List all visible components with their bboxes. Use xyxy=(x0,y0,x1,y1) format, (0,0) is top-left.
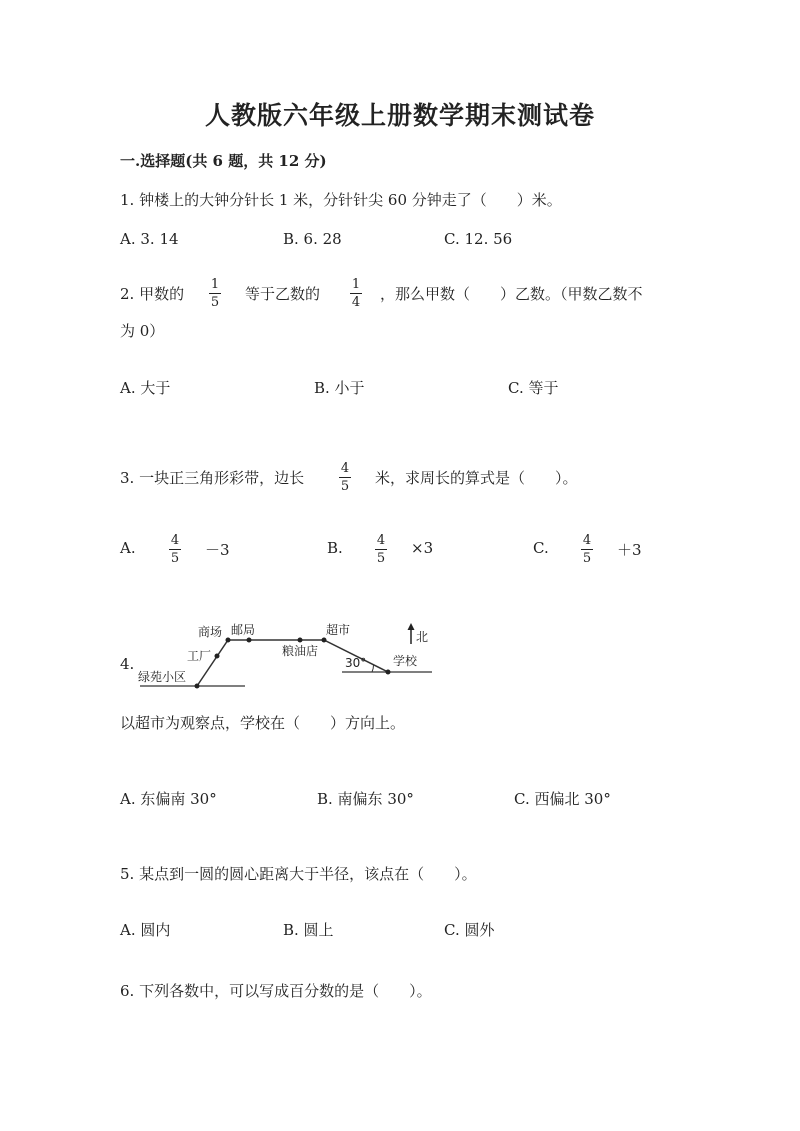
q1-option-a[interactable]: A. 3. 14 xyxy=(120,230,179,248)
q3-option-b-den: 5 xyxy=(376,551,386,566)
q3-fraction xyxy=(337,461,353,494)
label-north: 北 xyxy=(416,630,429,644)
q2-line2: 为 0） xyxy=(120,322,165,340)
page-title: 人教版六年级上册数学期末测试卷 xyxy=(204,101,595,130)
label-grain: 粮油店 xyxy=(282,644,319,658)
q4-option-a[interactable]: A. 东偏南 30° xyxy=(120,790,217,808)
point-community xyxy=(195,684,200,689)
q3-option-a-fraction xyxy=(167,533,183,566)
q2-fraction-1-den: 5 xyxy=(210,295,220,310)
q1-option-c[interactable]: C. 12. 56 xyxy=(444,230,513,248)
map-angle-arc xyxy=(372,665,374,672)
q3-option-b-op: ×3 xyxy=(411,539,434,557)
q2-fraction-1-num: 1 xyxy=(210,277,220,292)
q4-number: 4. xyxy=(120,655,135,673)
q3-option-c-fraction xyxy=(579,533,595,566)
q3-option-b-num: 4 xyxy=(376,533,386,548)
point-factory xyxy=(215,654,220,659)
q6-text: 6. 下列各数中，可以写成百分数的是（ ）。 xyxy=(120,982,432,1000)
label-mall: 商场 xyxy=(198,625,223,639)
q2-fraction-2-num: 1 xyxy=(351,277,361,292)
q2-prefix: 2. 甲数的 xyxy=(120,285,185,303)
label-post: 邮局 xyxy=(231,623,256,637)
q3-fraction-den: 5 xyxy=(340,479,350,494)
q3-option-b-fraction xyxy=(373,533,389,566)
q3-option-a-den: 5 xyxy=(170,551,180,566)
question-1-text: 1. 钟楼上的大钟分针长 1 米，分针针尖 60 分钟走了（ ）米。 xyxy=(120,191,562,209)
q3-option-b-label[interactable]: B. xyxy=(327,539,343,557)
q4-option-c[interactable]: C. 西偏北 30° xyxy=(514,790,611,808)
q2-middle: 等于乙数的 xyxy=(245,285,321,303)
label-factory: 工厂 xyxy=(187,649,212,663)
direction-map xyxy=(130,615,440,695)
q5-option-c[interactable]: C. 圆外 xyxy=(444,921,495,939)
q2-fraction-1 xyxy=(207,277,223,310)
q3-option-c-num: 4 xyxy=(582,533,592,548)
q3-option-c-den: 5 xyxy=(582,551,592,566)
q3-option-a-label[interactable]: A. xyxy=(120,539,136,557)
q4-text: 以超市为观察点，学校在（ ）方向上。 xyxy=(120,714,406,732)
q2-option-b[interactable]: B. 小于 xyxy=(314,379,365,397)
point-supermarket xyxy=(322,638,327,643)
q3-option-a-op: －3 xyxy=(205,541,230,559)
q5-option-b[interactable]: B. 圆上 xyxy=(283,921,334,939)
label-school: 学校 xyxy=(393,654,418,668)
q5-option-a[interactable]: A. 圆内 xyxy=(120,921,171,939)
label-community: 绿苑小区 xyxy=(138,670,187,684)
q2-suffix: ，那么甲数（ ）乙数。（甲数乙数不 xyxy=(380,285,643,303)
q5-text: 5. 某点到一圆的圆心距离大于半径，该点在（ ）。 xyxy=(120,865,477,883)
q3-fraction-num: 4 xyxy=(340,461,350,476)
q2-option-c[interactable]: C. 等于 xyxy=(508,379,559,397)
q3-option-a-num: 4 xyxy=(170,533,180,548)
north-arrow-head xyxy=(408,623,415,630)
q2-fraction-2-den: 4 xyxy=(351,295,361,310)
q2-fraction-2 xyxy=(348,277,364,310)
point-mall xyxy=(226,638,231,643)
q3-prefix: 3. 一块正三角形彩带，边长 xyxy=(120,469,305,487)
label-angle: 30° xyxy=(345,656,367,670)
label-supermarket: 超市 xyxy=(326,623,351,637)
point-post xyxy=(247,638,252,643)
q3-option-c-label[interactable]: C. xyxy=(533,539,549,557)
q2-option-a[interactable]: A. 大于 xyxy=(120,379,171,397)
q3-suffix: 米，求周长的算式是（ ）。 xyxy=(375,469,578,487)
point-school xyxy=(386,670,391,675)
q1-option-b[interactable]: B. 6. 28 xyxy=(283,230,342,248)
q4-option-b[interactable]: B. 南偏东 30° xyxy=(317,790,414,808)
q3-option-c-op: ＋3 xyxy=(617,541,642,559)
point-grain xyxy=(298,638,303,643)
section-heading: 一.选择题(共 6 题，共 12 分) xyxy=(120,152,327,170)
